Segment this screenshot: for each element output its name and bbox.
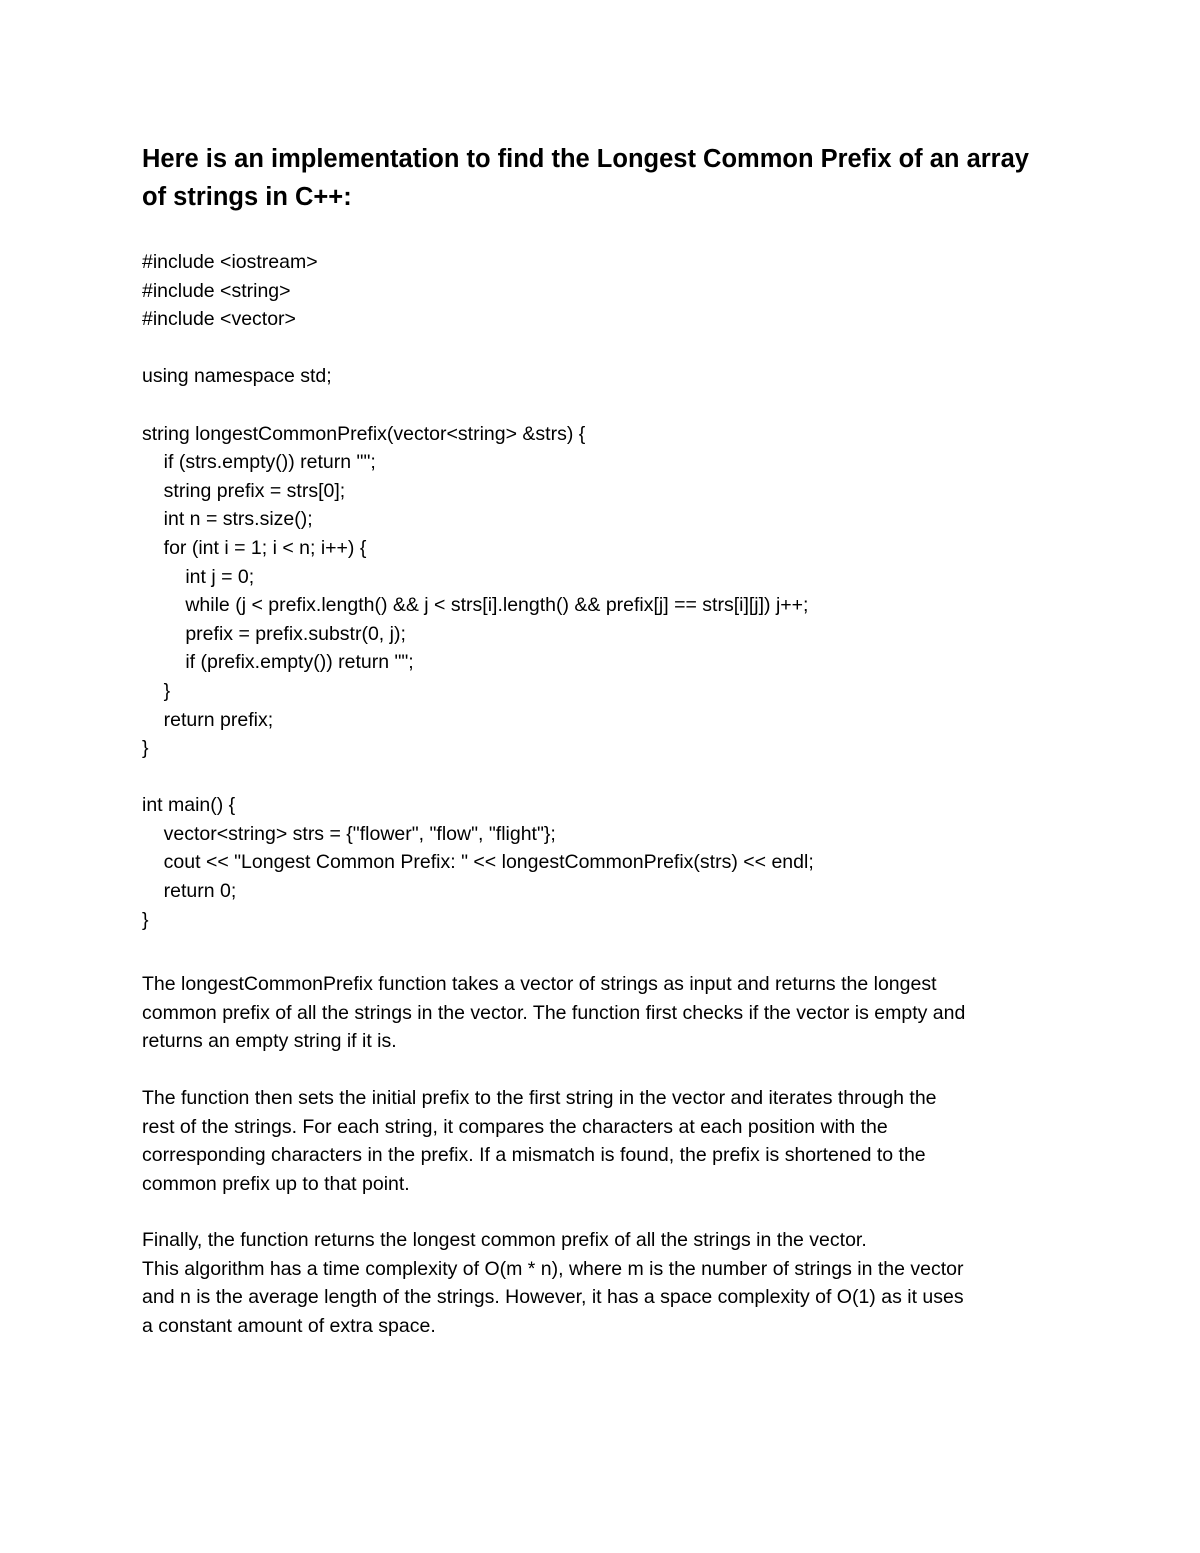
code-line (142, 763, 814, 792)
code-line: int n = strs.size(); (142, 508, 313, 531)
paragraph-line: returns an empty string if it is. (142, 1030, 397, 1053)
code-line: if (strs.empty()) return ""; (142, 451, 376, 474)
code-line (142, 391, 814, 420)
code-line: for (int i = 1; i < n; i++) { (142, 536, 367, 559)
code-line: #include <vector> (142, 308, 296, 331)
code-line: string prefix = strs[0]; (142, 479, 346, 502)
code-line: cout << "Longest Common Prefix: " << longestCommonPrefix(strs) << endl; (142, 851, 814, 874)
paragraph-line: rest of the strings. For each string, it compares the characters at each position with the (142, 1115, 888, 1138)
code-block (142, 248, 814, 934)
paragraph-line: and n is the average length of the strings. However, it has a space complexity of O(1) as it uses (142, 1286, 964, 1309)
paragraph-complexity-description (142, 1226, 1072, 1340)
code-line: vector<string> strs = {"flower", "flow", "flight"}; (142, 822, 556, 845)
code-line (142, 334, 814, 363)
code-line: #include <iostream> (142, 251, 318, 273)
paragraph-line: The function then sets the initial prefix to the first string in the vector and iterates through the (142, 1087, 937, 1109)
code-line: using namespace std; (142, 365, 332, 388)
paragraph-line: common prefix up to that point. (142, 1172, 410, 1195)
code-line: #include <string> (142, 279, 291, 302)
code-line: if (prefix.empty()) return ""; (142, 651, 414, 674)
heading-line-2: of strings in C++: (142, 183, 352, 211)
document-heading (142, 140, 1072, 216)
heading-line-1: Here is an implementation to find the Longest Common Prefix of an array (142, 145, 1029, 173)
paragraph-line: common prefix of all the strings in the vector. The function first checks if the vector is empty and (142, 1001, 966, 1024)
paragraph-line: The longestCommonPrefix function takes a vector of strings as input and returns the longest (142, 973, 937, 995)
code-line: return 0; (142, 880, 237, 903)
paragraph-line: Finally, the function returns the longest common prefix of all the strings in the vector. (142, 1229, 867, 1251)
code-line: int j = 0; (142, 565, 255, 588)
paragraph-iteration-description (142, 1084, 1072, 1198)
paragraph-function-description (142, 970, 1072, 1056)
code-line: } (142, 908, 149, 931)
paragraph-line: a constant amount of extra space. (142, 1314, 436, 1337)
code-line: while (j < prefix.length() && j < strs[i].length() && prefix[j] == strs[i][j]) j++; (142, 594, 809, 617)
code-line: return prefix; (142, 708, 274, 731)
paragraph-line: This algorithm has a time complexity of O(m * n), where m is the number of strings in the vector (142, 1257, 964, 1280)
code-line: prefix = prefix.substr(0, j); (142, 622, 406, 645)
code-line: string longestCommonPrefix(vector<string> &strs) { (142, 422, 586, 445)
code-line: int main() { (142, 794, 236, 817)
code-line: } (142, 737, 149, 760)
code-line: } (142, 679, 171, 702)
paragraph-line: corresponding characters in the prefix. If a mismatch is found, the prefix is shortened to the (142, 1144, 926, 1167)
